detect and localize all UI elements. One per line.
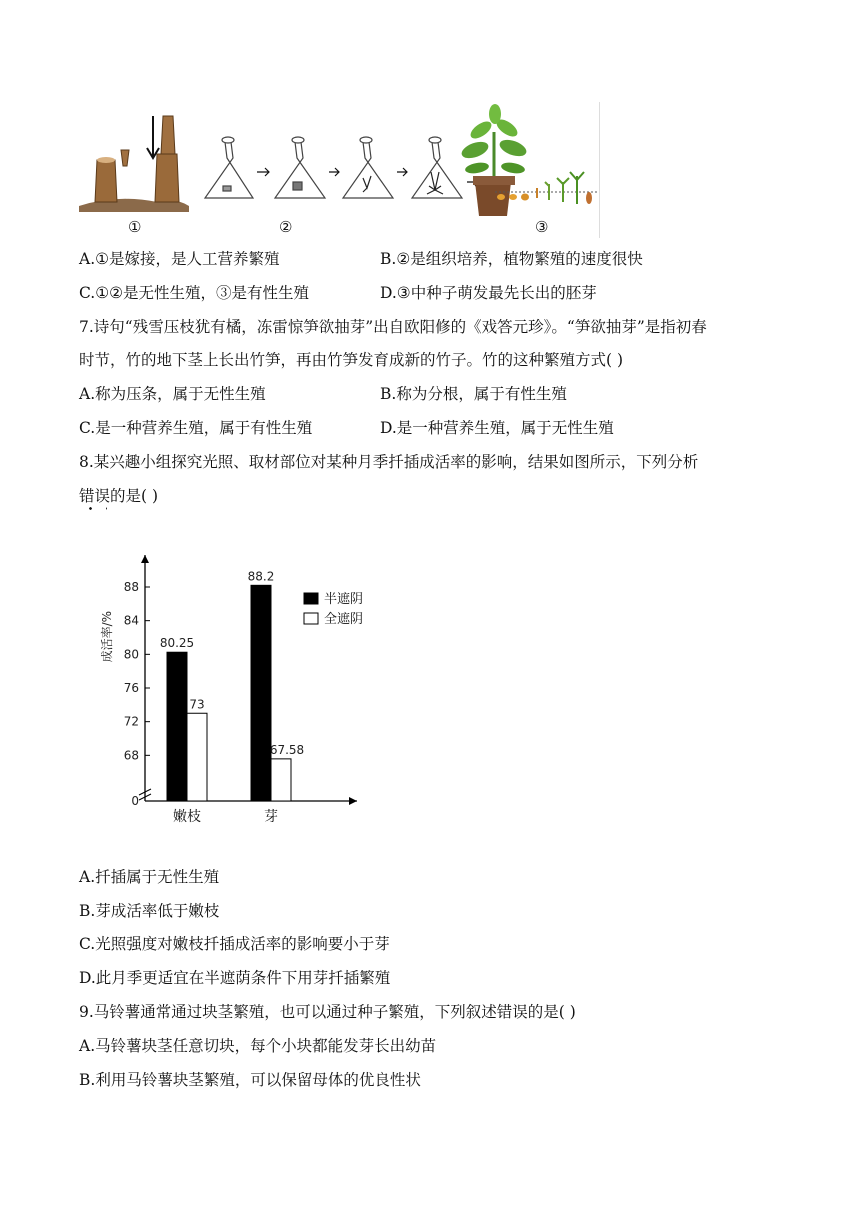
y-tick-label: 76 <box>123 681 139 695</box>
y-tick-label: 88 <box>123 580 139 594</box>
y-tick-label: 80 <box>123 647 139 662</box>
y-axis-arrow <box>141 555 149 563</box>
q7-option-b: B.称为分根，属于有性生殖 <box>380 385 567 403</box>
q7-option-row-2 <box>79 418 614 438</box>
flask-1 <box>205 137 253 198</box>
q8-stem-tail: 的是( ) <box>110 487 159 505</box>
q7-option-row-1 <box>79 384 567 404</box>
x-axis-arrow <box>349 797 357 805</box>
y-axis-title: 成活率/% <box>100 610 114 663</box>
potted-plant <box>459 104 528 216</box>
scion <box>121 150 129 166</box>
legend-swatch <box>304 593 318 604</box>
survival-rate-chart <box>95 545 375 839</box>
legend-swatch <box>304 613 318 624</box>
figure-label-2: ② <box>279 218 293 236</box>
bar <box>167 652 187 801</box>
flask-4 <box>412 137 462 198</box>
chart-bars <box>167 585 291 801</box>
bar-value-label: 88.2 <box>247 569 275 584</box>
q6-option-row-1 <box>79 249 643 269</box>
figure-label-1: ① <box>128 218 142 236</box>
chart-legend <box>304 591 363 627</box>
q7-stem-line-2: 时节，竹的地下茎上长出竹笋，再由竹笋发育成新的竹子。竹的这种繁殖方式( ) <box>79 351 624 369</box>
x-tick-label: 嫩枝 <box>173 809 201 825</box>
q8-stem-line-1: 8.某兴趣小组探究光照、取材部位对某种月季扦插成活率的影响，结果如图所示，下列分析 <box>79 453 699 471</box>
q8-option-a: A.扦插属于无性生殖 <box>79 868 220 886</box>
graft-arrow <box>147 116 159 158</box>
bar <box>187 713 207 801</box>
q8-option-c: C.光照强度对嫩枝扦插成活率的影响要小于芽 <box>79 935 390 953</box>
q6-option-b: B.②是组织培养，植物繁殖的速度很快 <box>380 250 643 268</box>
x-tick-label: 芽 <box>264 809 278 825</box>
q7-option-a: A.称为压条，属于无性生殖 <box>79 385 266 403</box>
bar-value-label: 67.58 <box>269 742 305 757</box>
stump-2 <box>155 154 179 202</box>
y-tick-label: 68 <box>123 748 139 763</box>
bar-chart-svg <box>95 545 375 835</box>
bar-value-label: 80.25 <box>159 636 195 651</box>
q8-option-d: D.此月季更适宜在半遮荫条件下用芽扦插繁殖 <box>79 969 391 987</box>
q9-option-b: B.利用马铃薯块茎繁殖，可以保留母体的优良性状 <box>79 1071 421 1089</box>
legend-label: 全遮阴 <box>324 612 364 627</box>
graft-scion <box>161 116 175 154</box>
propagation-figure <box>77 102 600 238</box>
q8-option-b: B.芽成活率低于嫩枝 <box>79 902 220 920</box>
q6-option-c: C.①②是无性生殖，③是有性生殖 <box>79 284 310 302</box>
q8-emphasis-word: 错误 <box>79 487 111 505</box>
q7-stem-line-1: 7.诗句“残雪压枝犹有橘，冻雷惊笋欲抽芽”出自欧阳修的《戏答元珍》。“笋欲抽芽”是指初春 <box>79 318 707 336</box>
bar-value-label: 73 <box>189 697 205 712</box>
bar <box>251 585 271 801</box>
q7-option-d: D.是一种营养生殖，属于无性生殖 <box>380 419 614 437</box>
flask-3 <box>343 137 393 198</box>
q9-stem: 9.马铃薯通常通过块茎繁殖，也可以通过种子繁殖，下列叙述错误的是( ) <box>79 1003 576 1021</box>
stump-1-top <box>97 157 115 163</box>
y-tick-label: 72 <box>123 714 139 729</box>
flask-2 <box>275 137 325 198</box>
q9-option-a: A.马铃薯块茎任意切块，每个小块都能发芽长出幼苗 <box>79 1037 437 1055</box>
q8-stem-line-2 <box>79 486 158 506</box>
q6-option-d: D.③中种子萌发最先长出的胚芽 <box>380 284 597 302</box>
legend-label: 半遮阴 <box>324 592 364 607</box>
q6-option-a: A.①是嫁接，是人工营养繁殖 <box>79 250 280 268</box>
y-tick-label: 0 <box>131 794 139 808</box>
q6-option-row-2 <box>79 283 597 303</box>
figure-label-3: ③ <box>535 218 549 236</box>
y-tick-label: 84 <box>123 613 139 628</box>
propagation-illustration <box>77 102 599 238</box>
bar <box>271 759 291 801</box>
stump-1 <box>95 160 117 202</box>
q7-option-c: C.是一种营养生殖，属于有性生殖 <box>79 419 313 437</box>
